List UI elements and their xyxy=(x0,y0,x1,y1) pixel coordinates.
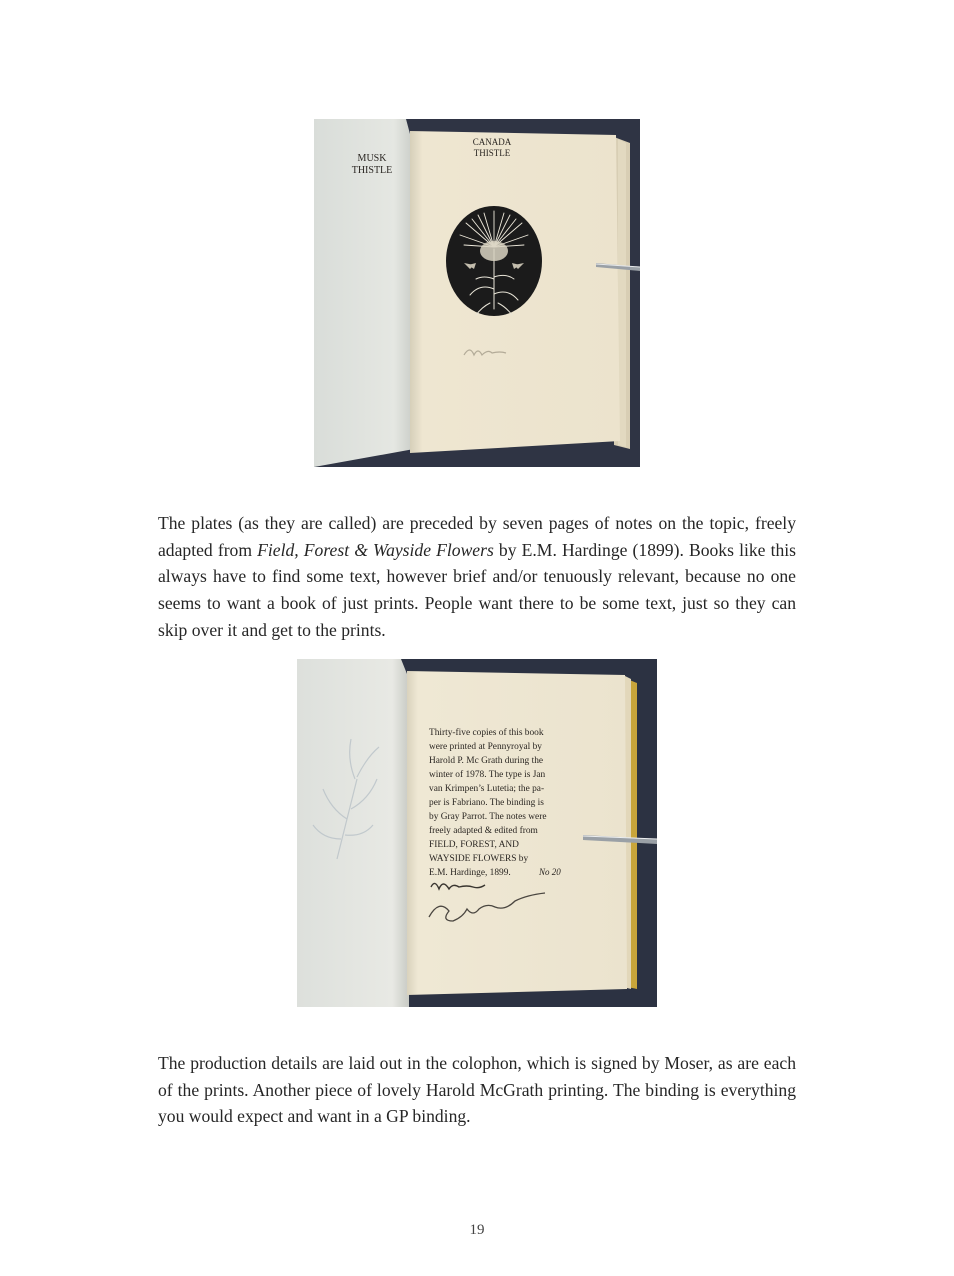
book-title-reference: Field, Forest & Wayside Flowers xyxy=(257,539,494,560)
colophon-line: Thirty-five copies of this book xyxy=(429,728,544,738)
colophon-line: Harold P. Mc Grath during the xyxy=(429,756,544,766)
colophon-illustration xyxy=(297,659,657,1007)
right-page-heading-1: CANADA xyxy=(472,137,512,147)
colophon-line: WAYSIDE FLOWERS by xyxy=(429,854,529,864)
colophon-line: winter of 1978. The type is Jan xyxy=(429,770,546,780)
right-page-heading-2: THISTLE xyxy=(473,148,511,158)
paragraph-1-text-after: by E.M. Hardinge (1899). Books like this always have to find some text, however brief and/or tenuously relevant, because no one seems to want a book of just prints. People want there to be some text, just so they can skip over it and get to the prints. xyxy=(158,539,797,640)
colophon-line: per is Fabriano. The binding is xyxy=(429,798,544,808)
colophon-line: freely adapted & edited from xyxy=(429,826,538,836)
colophon-line: were printed at Pennyroyal by xyxy=(429,742,542,752)
copy-number: No 20 xyxy=(539,867,561,877)
colophon-photo xyxy=(297,659,657,1007)
body-paragraph-2: The production details are laid out in the colophon, which is signed by Moser, as are each of the prints. Another piece of lovely Harold McGrath printing. The binding is everything you would expect and want in a GP binding. xyxy=(158,1053,796,1127)
left-page-heading-2: THISTLE xyxy=(351,165,393,176)
left-page-heading-1: MUSK xyxy=(357,153,387,164)
colophon-line: E.M. Hardinge, 1899. xyxy=(429,868,511,878)
colophon-line: FIELD, FOREST, AND xyxy=(429,840,519,850)
thistle-print-illustration xyxy=(314,119,640,467)
colophon-line: by Gray Parrot. The notes were xyxy=(429,812,547,822)
colophon-line: van Krimpen’s Lutetia; the pa- xyxy=(429,784,545,794)
body-paragraph-1 xyxy=(158,510,796,644)
page-number: 19 xyxy=(469,1222,485,1238)
paragraph-1-text-before: The plates (as they are called) are preceded by seven pages of notes on the topic, freely adapted from xyxy=(158,513,796,560)
thistle-print-photo xyxy=(314,119,640,467)
